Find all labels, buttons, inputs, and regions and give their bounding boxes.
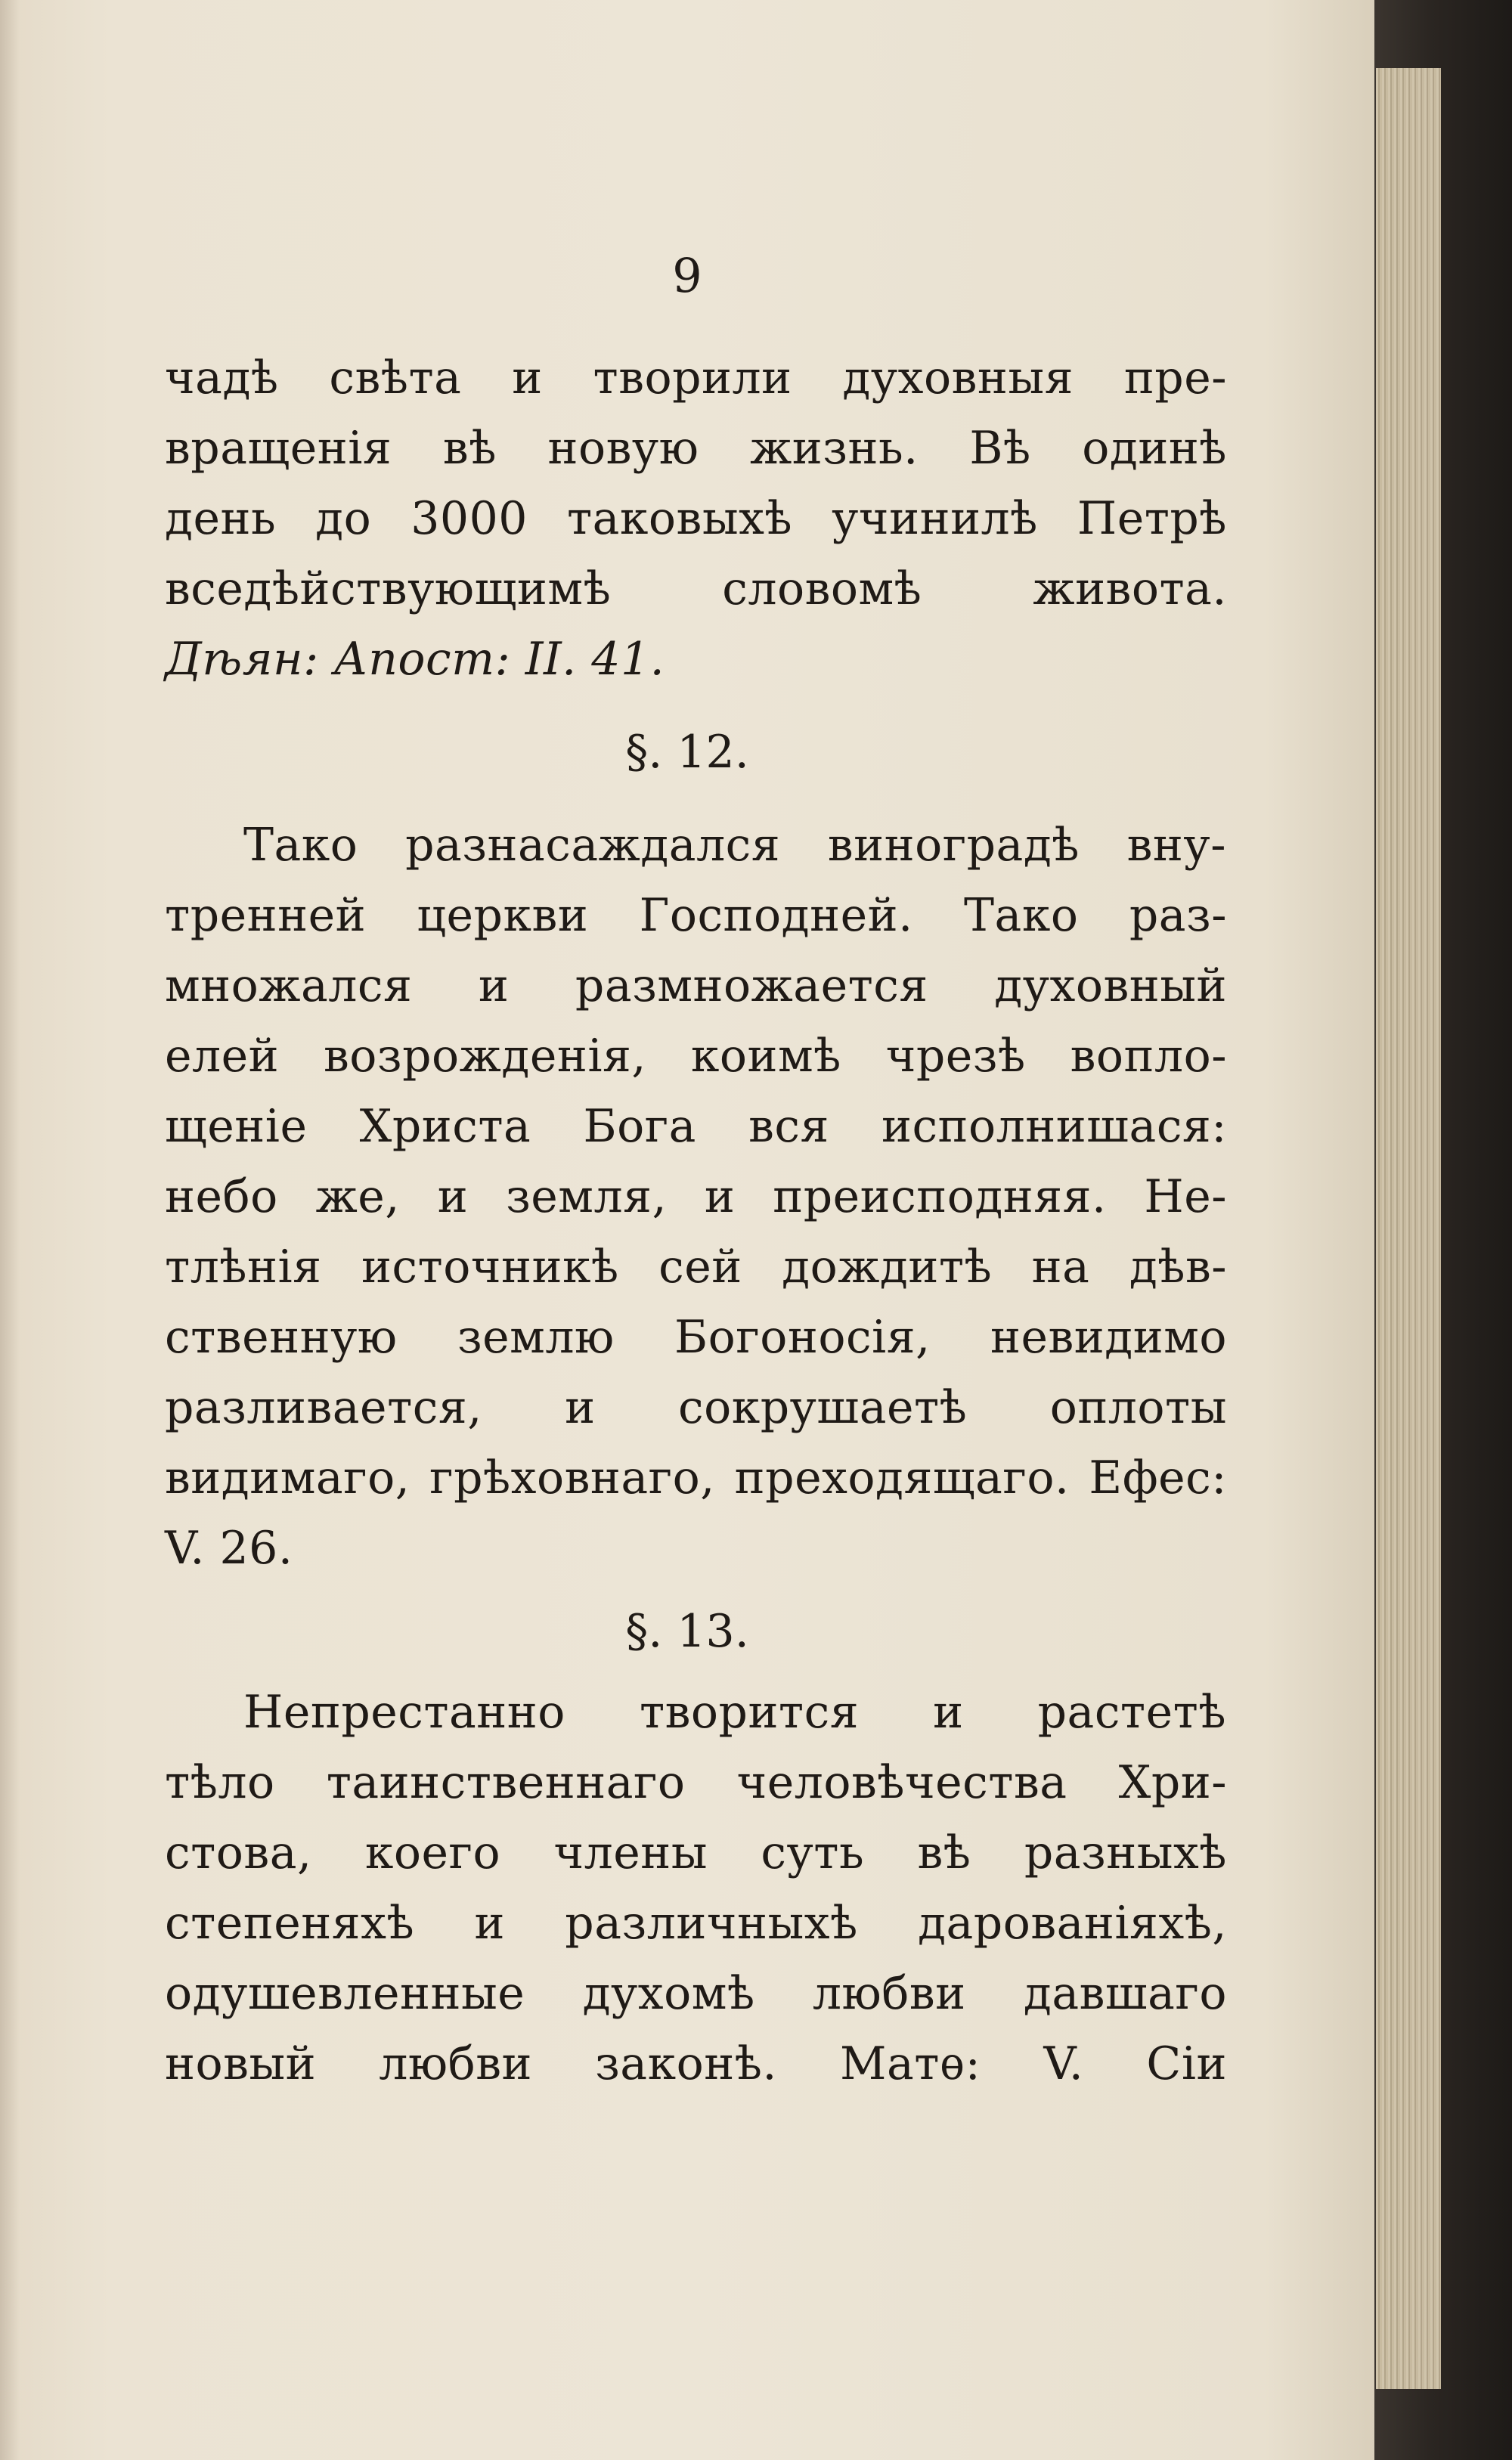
text-line: Тако разнасаждался виноградѣ вну- — [243, 819, 1226, 872]
text-line: степеняхѣ и различныхѣ дарованіяхѣ, — [165, 1897, 1227, 1950]
page-edges — [1376, 68, 1441, 2389]
text-line: чадѣ свѣта и творили духовныя пре- — [165, 352, 1227, 404]
text-line: небо же, и земля, и преисподняя. Не- — [165, 1170, 1227, 1223]
text-line: день до 3000 таковыхѣ учинилѣ Петрѣ — [165, 492, 1227, 545]
text-line: тлѣнія источникѣ сей дождитѣ на дѣв- — [165, 1241, 1227, 1294]
text-line: тѣло таинственнаго человѣчества Хри- — [165, 1756, 1227, 1809]
text-line: одушевленные духомѣ любви давшаго — [165, 1967, 1227, 2020]
text-line: стова, коего члены суть вѣ разныхѣ — [165, 1826, 1227, 1879]
text-line: V. 26. — [165, 1522, 293, 1575]
text-line: ственную землю Богоносія, невидимо — [165, 1311, 1227, 1364]
text-line: вращенія вѣ новую жизнь. Вѣ одинѣ — [165, 422, 1227, 475]
text-line: множался и размножается духовный — [165, 959, 1227, 1012]
text-line: разливается, и сокрушаетѣ оплоты — [165, 1381, 1227, 1434]
text-line: елей возрожденія, коимѣ чрезѣ вопло- — [165, 1030, 1227, 1083]
page-number: 9 — [672, 248, 702, 303]
section-heading-12: §. 12. — [625, 726, 749, 779]
text-line-reference: Дѣян: Апост: II. 41. — [165, 633, 665, 686]
text-line: тренней церкви Господней. Тако раз- — [165, 889, 1227, 942]
text-line: Непрестанно творится и растетѣ — [243, 1686, 1226, 1739]
section-heading-13: §. 13. — [625, 1605, 749, 1658]
text-line: новый любви законѣ. Матѳ: V. Сіи — [165, 2037, 1227, 2090]
text-line: видимаго, грѣховнаго, преходящаго. Ефес: — [165, 1452, 1227, 1504]
text-line: щеніе Христа Бога вся исполнишася: — [165, 1100, 1227, 1153]
text-line: вседѣйствующимѣ словомѣ живота. — [165, 562, 1227, 615]
